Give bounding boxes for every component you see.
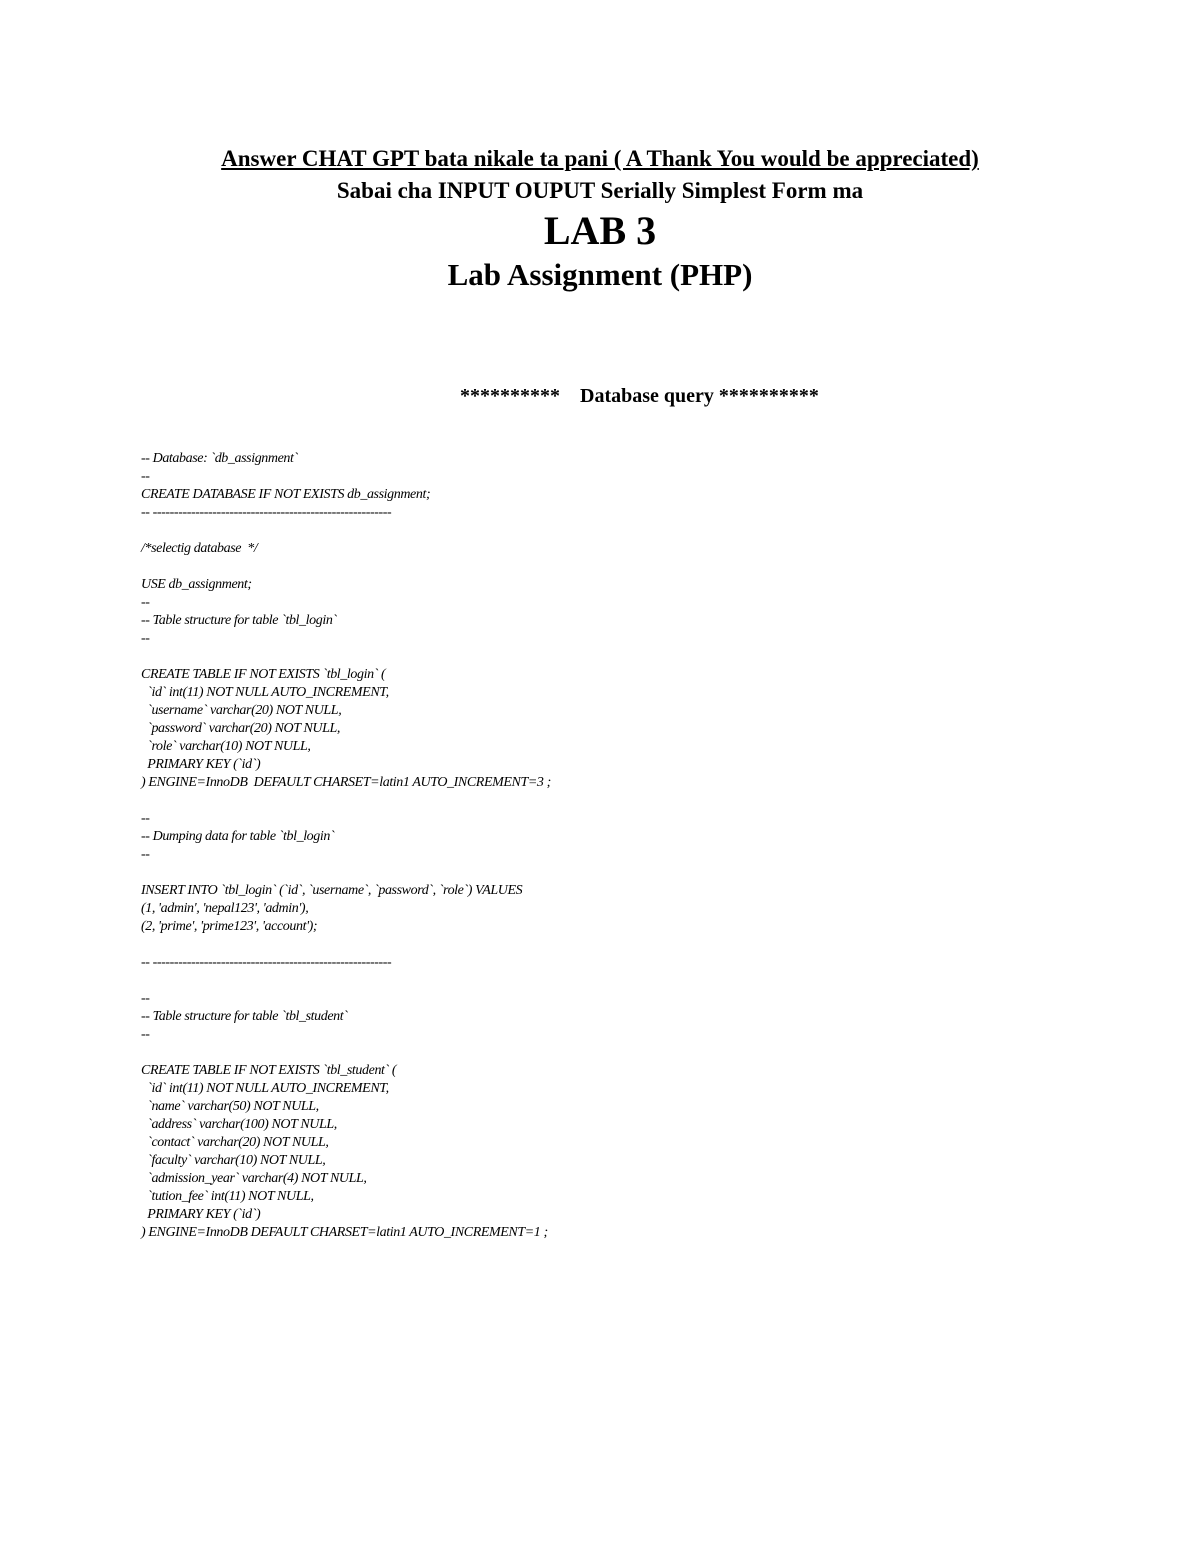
code-line: `password` varchar(20) NOT NULL, bbox=[141, 721, 341, 736]
code-line: ) ENGINE=InnoDB DEFAULT CHARSET=latin1 AUTO_INCREMENT=1 ; bbox=[141, 1225, 548, 1240]
code-line: -- Table structure for table `tbl_login` bbox=[141, 613, 337, 628]
code-line: -- Database: `db_assignment` bbox=[141, 451, 298, 466]
code-line bbox=[141, 1044, 551, 1062]
code-line: `admission_year` varchar(4) NOT NULL, bbox=[141, 1171, 367, 1186]
code-line: -- Table structure for table `tbl_student` bbox=[141, 1009, 348, 1024]
page-title: LAB 3 bbox=[543, 208, 657, 253]
sql-code-block bbox=[141, 450, 551, 1242]
code-line: -- bbox=[141, 991, 150, 1006]
header-note: Answer CHAT GPT bata nikale ta pani ( A Thank You would be appreciated) bbox=[221, 146, 979, 171]
page-subtitle: Lab Assignment (PHP) bbox=[447, 257, 753, 292]
code-line: CREATE TABLE IF NOT EXISTS `tbl_login` ( bbox=[141, 667, 386, 682]
code-line: `username` varchar(20) NOT NULL, bbox=[141, 703, 342, 718]
code-line bbox=[141, 558, 551, 576]
code-line: -- bbox=[141, 811, 150, 826]
code-line: (1, 'admin', 'nepal123', 'admin'), bbox=[141, 901, 309, 916]
code-line: -- bbox=[141, 1027, 150, 1042]
code-line bbox=[141, 864, 551, 882]
code-line bbox=[141, 792, 551, 810]
code-line bbox=[141, 522, 551, 540]
code-line: INSERT INTO `tbl_login` (`id`, `username`, `password`, `role`) VALUES bbox=[141, 883, 523, 898]
code-line: `id` int(11) NOT NULL AUTO_INCREMENT, bbox=[141, 685, 389, 700]
code-line: CREATE TABLE IF NOT EXISTS `tbl_student` ( bbox=[141, 1063, 397, 1078]
code-line: -- Dumping data for table `tbl_login` bbox=[141, 829, 335, 844]
code-line: `contact` varchar(20) NOT NULL, bbox=[141, 1135, 329, 1150]
code-line: (2, 'prime', 'prime123', 'account'); bbox=[141, 919, 318, 934]
header-instruction: Sabai cha INPUT OUPUT Serially Simplest Form ma bbox=[336, 178, 864, 203]
code-line: `role` varchar(10) NOT NULL, bbox=[141, 739, 311, 754]
code-line: ) ENGINE=InnoDB DEFAULT CHARSET=latin1 AUTO_INCREMENT=3 ; bbox=[141, 775, 551, 790]
code-line: -- bbox=[141, 595, 150, 610]
code-line: -- bbox=[141, 847, 150, 862]
code-line: -- -------------------------------------------------------- bbox=[141, 505, 392, 520]
code-line bbox=[141, 972, 551, 990]
code-line bbox=[141, 936, 551, 954]
code-line: -- -------------------------------------------------------- bbox=[141, 955, 392, 970]
code-line: CREATE DATABASE IF NOT EXISTS db_assignment; bbox=[141, 487, 431, 502]
code-line bbox=[141, 648, 551, 666]
code-line: -- bbox=[141, 469, 150, 484]
code-line: `tution_fee` int(11) NOT NULL, bbox=[141, 1189, 314, 1204]
code-line: `name` varchar(50) NOT NULL, bbox=[141, 1099, 319, 1114]
code-line: `address` varchar(100) NOT NULL, bbox=[141, 1117, 337, 1132]
code-line: PRIMARY KEY (`id`) bbox=[141, 757, 261, 772]
code-line: `faculty` varchar(10) NOT NULL, bbox=[141, 1153, 326, 1168]
code-line: `id` int(11) NOT NULL AUTO_INCREMENT, bbox=[141, 1081, 389, 1096]
code-line: /*selectig database */ bbox=[141, 541, 258, 556]
code-line: USE db_assignment; bbox=[141, 577, 252, 592]
code-line: -- bbox=[141, 631, 150, 646]
section-heading: ********** Database query ********** bbox=[460, 385, 819, 407]
code-line: PRIMARY KEY (`id`) bbox=[141, 1207, 261, 1222]
